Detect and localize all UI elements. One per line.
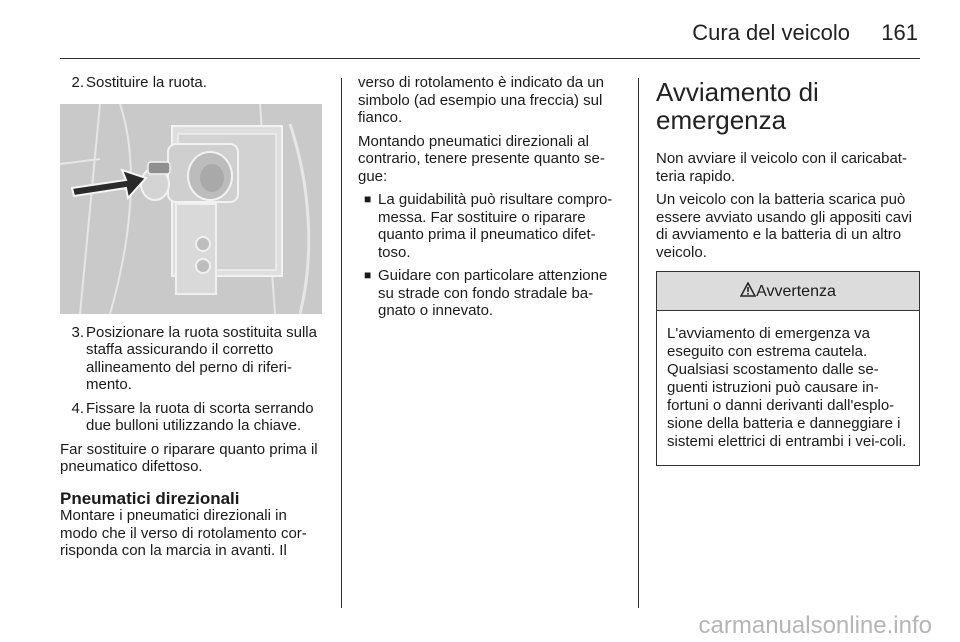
reverse-mount-paragraph: Montando pneumatici direzionali al contrario, tenere presente quanto se-gue:	[358, 132, 605, 185]
step-4	[60, 400, 325, 435]
step-3	[60, 324, 325, 394]
column-divider-2	[638, 78, 639, 608]
bullet-square-icon: ■	[364, 268, 372, 282]
left-column	[60, 74, 325, 566]
warning-body: L'avviamento di emergenza va eseguito con estrema cautela. Qualsiasi scostamento dalle se-guenti istruzioni può causare in-fortuni o danni derivanti dall'esplo-sione della batteria e danneggiare i sistemi elettrici di entrambi i vei-coli.	[667, 324, 907, 450]
list-item-text: La guidabilità può risultare compro-messa. Far sostituire o riparare quanto prima il pneumatico difet-toso.	[378, 191, 613, 261]
header-divider	[60, 58, 920, 59]
spare-wheel-illustration	[60, 104, 322, 314]
list-item-text: Guidare con particolare attenzione su strade con fondo stradale ba-gnato o innevato.	[378, 267, 608, 319]
step-2	[60, 74, 325, 92]
section-heading: Avviamento di emergenza	[656, 77, 819, 135]
charger-paragraph: Non avviare il veicolo con il caricabat-teria rapido.	[656, 150, 907, 185]
watermark: carmanualsonline.info	[698, 612, 932, 639]
right-column	[656, 74, 920, 466]
warning-box	[656, 271, 920, 466]
warning-title: Avvertenza	[756, 283, 836, 300]
step-text: Sostituire la ruota.	[86, 74, 207, 91]
column-divider-1	[341, 78, 342, 608]
subheading-directional-tyres: Pneumatici direzionali	[60, 488, 240, 508]
directional-tyres-text: Montare i pneumatici direzionali in modo che il verso di rotolamento cor-risponda con la marcia in avanti. Il	[60, 507, 307, 559]
warning-triangle-icon	[740, 282, 756, 297]
bullet-square-icon: ■	[364, 192, 372, 206]
page-number: 161	[881, 20, 918, 45]
list-item	[358, 267, 623, 320]
continuation-paragraph: verso di rotolamento è indicato da un simbolo (ad esempio una freccia) sul fianco.	[358, 74, 604, 126]
step-number: 2.	[71, 74, 84, 91]
middle-column	[358, 74, 623, 326]
warning-header	[657, 272, 919, 311]
repair-paragraph: Far sostituire o riparare quanto prima il pneumatico difettoso.	[60, 440, 318, 475]
step-text: Posizionare la ruota sostituita sulla staffa assicurando il corretto allineamento del perno di riferi-mento.	[86, 323, 317, 393]
step-number: 4.	[71, 399, 84, 417]
section-title: Cura del veicolo	[692, 20, 850, 45]
step-text: Fissare la ruota di scorta serrando due bulloni utilizzando la chiave.	[86, 399, 314, 434]
list-item	[358, 191, 623, 261]
spare-wheel-drawing	[60, 104, 322, 314]
jump-start-paragraph: Un veicolo con la batteria scarica può essere avviato usando gli appositi cavi di avviamento e la batteria di un altro veicolo.	[656, 191, 912, 261]
step-number: 3.	[71, 323, 84, 341]
